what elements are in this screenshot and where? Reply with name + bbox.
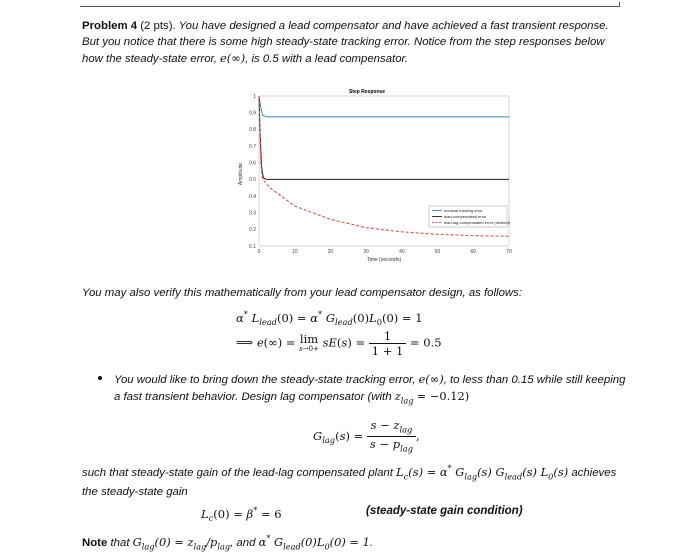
legend-entry: lead-compensated error (444, 214, 487, 219)
y-tick-label: 0.4 (249, 193, 256, 200)
y-tick-label: 0.1 (249, 243, 256, 250)
bullet-math-b: z (394, 389, 401, 403)
problem-intro-text: You have designed a lead compensator and have achieved a fast transient response. But you notice that there is some high steady-state tracking error. Notice from the step responses below how the steady-state error, (82, 20, 609, 65)
bullet-math-b-val: = −0.12) (416, 389, 470, 403)
y-tick-label: 1 (253, 93, 256, 100)
y-tick-label: 0.9 (249, 110, 256, 117)
problem-points: (2 pts). (140, 20, 176, 32)
legend-entry: lead-lag-compensated error (desired) (444, 220, 511, 225)
chart-xlabel: Time (seconds) (366, 257, 402, 263)
x-tick-label: 10 (291, 249, 298, 255)
such-that-text-b: achieves the steady-state gain (82, 466, 617, 499)
problem-intro (82, 18, 627, 67)
legend-entry: nominal tracking error (444, 208, 483, 213)
note-text-c: . (369, 536, 374, 549)
x-tick-label: 50 (434, 249, 441, 255)
bullet-math-a: e(∞) (418, 372, 444, 386)
x-tick-label: 20 (327, 249, 334, 255)
such-that-text: such that steady-state gain of the lead-lag compensated plant $L_c(s) = \alpha^*$ $G_{lag}(s)$ $G_{lead}(s)$ $L_0(s)$ achieves the steady-state gain (82, 463, 617, 499)
equation-steady-state-error: ⟹ e(∞) = lim s→0+ sE(s) = $\frac{1}{1 + 1}$ = 0.5 (236, 329, 442, 358)
equation-alpha-lead: α* $L_{lead}(0) = \alpha^*$ $G_{lead}(0)L_0(0) = 1$ (236, 309, 423, 328)
note-line: Note that $G_{lag}(0) = z_{lag}/p_{lag}$, and α* $G_{lead}(0)L_0(0) = 1$. (82, 533, 374, 552)
verify-text: You may also verify this mathematically from your lead compensator design, as follows: (82, 287, 522, 299)
bullet-marker (98, 376, 102, 380)
step-response-chart (229, 86, 519, 264)
y-tick-label: 0.3 (249, 210, 256, 217)
chart-legend (429, 206, 511, 227)
note-label: Note (82, 536, 108, 549)
bullet-math-b-sub: lag (400, 395, 414, 406)
chart-ylabel: Amplitude (238, 162, 244, 186)
chart-title: Step Response (348, 89, 386, 95)
note-text-a: that (110, 536, 130, 549)
y-tick-label: 0.6 (249, 160, 256, 167)
top-rule (80, 6, 620, 7)
y-tick-label: 0.8 (249, 127, 256, 134)
y-tick-label: 0.5 (249, 177, 256, 184)
x-tick-label: 70 (506, 249, 512, 255)
x-tick-label: 30 (363, 249, 369, 255)
y-tick-label: 0.7 (249, 143, 256, 150)
bullet-text (114, 371, 629, 408)
x-tick-label: 40 (399, 249, 405, 255)
bullet-text-a: You would like to bring down the steady-state tracking error, (114, 374, 416, 386)
such-that-text-a: such that steady-state gain of the lead-lag compensated plant (82, 466, 393, 479)
note-text-b: , and (230, 536, 256, 549)
condition-label: (steady-state gain condition) (366, 505, 523, 517)
x-tick-label: 60 (470, 249, 477, 255)
problem-heading: Problem 4 (82, 20, 138, 32)
problem-intro-tail: , is 0.5 with a lead compensator. (245, 53, 409, 65)
equation-lc-gain: $L_c(0) = \beta^* = 6$ (201, 505, 282, 524)
equation-g-lag: $G_{lag}(s)$ = $\frac{s - z_{lag}}{s - p_{lag}}$ , (313, 418, 420, 454)
y-tick-label: 0.2 (249, 227, 256, 234)
top-rule-tick (619, 2, 620, 7)
problem-intro-math: e(∞) (220, 51, 246, 65)
bullet-text-b: , to less than 0.15 while still keeping a fast transient behavior. Design lag compensator (with (114, 374, 626, 403)
x-tick-label: 0 (257, 249, 261, 255)
